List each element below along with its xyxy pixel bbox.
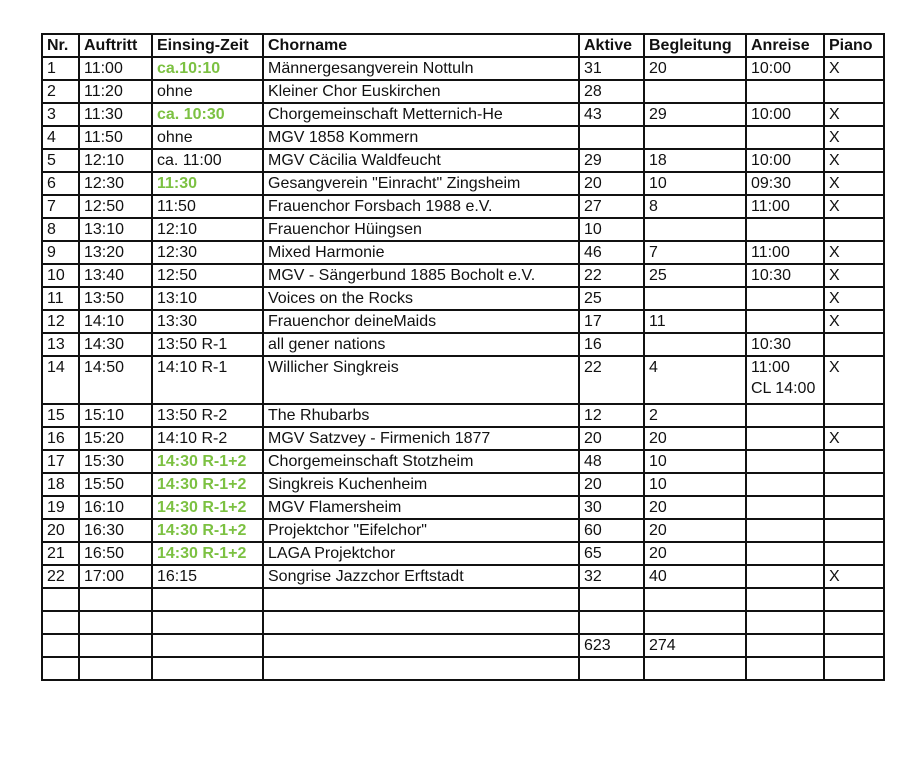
cell-einsing[interactable]: ca.10:10 [152, 57, 263, 80]
cell-anreise[interactable] [746, 542, 824, 565]
cell-anreise[interactable] [746, 356, 824, 404]
cell-begleitung[interactable] [644, 218, 746, 241]
cell-piano[interactable] [824, 80, 884, 103]
cell-anreise[interactable] [746, 450, 824, 473]
cell-auftritt[interactable]: 15:10 [79, 404, 152, 427]
cell-aktive[interactable]: 22 [579, 264, 644, 287]
cell-nr[interactable]: 22 [42, 565, 79, 588]
empty-cell[interactable] [79, 611, 152, 634]
cell-einsing[interactable]: 13:30 [152, 310, 263, 333]
cell-aktive[interactable]: 48 [579, 450, 644, 473]
cell-piano[interactable] [824, 450, 884, 473]
cell-aktive[interactable]: 20 [579, 172, 644, 195]
cell-chorname[interactable]: The Rhubarbs [263, 404, 579, 427]
cell-einsing[interactable]: ca. 11:00 [152, 149, 263, 172]
cell-einsing[interactable]: 14:30 R-1+2 [152, 519, 263, 542]
empty-cell[interactable] [579, 611, 644, 634]
cell-chorname[interactable]: Voices on the Rocks [263, 287, 579, 310]
table-row [42, 496, 884, 519]
cell-aktive[interactable]: 22 [579, 356, 644, 404]
anreise-line-2: CL 14:00 [751, 380, 816, 397]
cell-piano[interactable] [824, 542, 884, 565]
cell-anreise[interactable] [746, 310, 824, 333]
cell-piano[interactable]: X [824, 149, 884, 172]
cell-begleitung[interactable]: 10 [644, 473, 746, 496]
cell-aktive[interactable]: 20 [579, 427, 644, 450]
cell-aktive[interactable]: 30 [579, 496, 644, 519]
cell-begleitung[interactable]: 2 [644, 404, 746, 427]
empty-cell[interactable] [824, 657, 884, 680]
empty-row [42, 588, 884, 611]
cell-anreise[interactable]: 10:00 [746, 57, 824, 80]
cell-chorname[interactable]: LAGA Projektchor [263, 542, 579, 565]
cell-piano[interactable]: X [824, 287, 884, 310]
cell-begleitung[interactable]: 20 [644, 496, 746, 519]
anreise-line-1: 11:00 [751, 359, 790, 376]
cell-aktive[interactable]: 65 [579, 542, 644, 565]
cell-auftritt[interactable]: 13:50 [79, 287, 152, 310]
cell-aktive[interactable]: 29 [579, 149, 644, 172]
cell-chorname[interactable]: Frauenchor Forsbach 1988 e.V. [263, 195, 579, 218]
header-auftritt[interactable]: Auftritt [79, 34, 152, 57]
cell-piano[interactable] [824, 218, 884, 241]
cell-nr[interactable]: 18 [42, 473, 79, 496]
totals-row [42, 634, 884, 657]
empty-cell[interactable] [644, 588, 746, 611]
cell-auftritt[interactable]: 11:50 [79, 126, 152, 149]
cell-begleitung[interactable]: 40 [644, 565, 746, 588]
table-row [42, 103, 884, 126]
cell-einsing[interactable]: ohne [152, 80, 263, 103]
cell-auftritt[interactable]: 12:10 [79, 149, 152, 172]
cell-aktive[interactable]: 25 [579, 287, 644, 310]
empty-cell[interactable] [644, 611, 746, 634]
cell-piano[interactable]: X [824, 356, 884, 404]
cell-piano[interactable]: X [824, 172, 884, 195]
cell-piano[interactable] [824, 473, 884, 496]
cell-einsing[interactable]: ohne [152, 126, 263, 149]
empty-cell[interactable] [79, 634, 152, 657]
cell-aktive[interactable]: 32 [579, 565, 644, 588]
cell-auftritt[interactable]: 17:00 [79, 565, 152, 588]
empty-row [42, 611, 884, 634]
header-row [42, 34, 884, 57]
cell-einsing[interactable]: 11:50 [152, 195, 263, 218]
cell-auftritt[interactable]: 16:10 [79, 496, 152, 519]
cell-nr[interactable]: 19 [42, 496, 79, 519]
cell-chorname[interactable]: Songrise Jazzchor Erftstadt [263, 565, 579, 588]
cell-begleitung[interactable]: 25 [644, 264, 746, 287]
cell-begleitung[interactable] [644, 80, 746, 103]
table-row [42, 310, 884, 333]
empty-row [42, 657, 884, 680]
empty-cell[interactable] [42, 634, 79, 657]
cell-aktive[interactable]: 31 [579, 57, 644, 80]
cell-nr[interactable]: 10 [42, 264, 79, 287]
cell-chorname[interactable]: MGV Cäcilia Waldfeucht [263, 149, 579, 172]
cell-anreise[interactable] [746, 427, 824, 450]
cell-einsing[interactable]: 12:10 [152, 218, 263, 241]
cell-anreise[interactable]: 11:00 [746, 241, 824, 264]
cell-chorname[interactable]: Chorgemeinschaft Metternich-He [263, 103, 579, 126]
cell-anreise[interactable]: 10:00 [746, 103, 824, 126]
cell-anreise[interactable] [746, 80, 824, 103]
cell-piano[interactable]: X [824, 195, 884, 218]
cell-chorname[interactable]: Chorgemeinschaft Stotzheim [263, 450, 579, 473]
cell-aktive[interactable]: 20 [579, 473, 644, 496]
cell-auftritt[interactable]: 11:00 [79, 57, 152, 80]
cell-anreise[interactable]: 10:00 [746, 149, 824, 172]
cell-aktive[interactable]: 28 [579, 80, 644, 103]
cell-begleitung[interactable]: 10 [644, 450, 746, 473]
empty-cell[interactable] [42, 611, 79, 634]
cell-auftritt[interactable]: 15:20 [79, 427, 152, 450]
table-row [42, 126, 884, 149]
table-row [42, 195, 884, 218]
cell-aktive[interactable]: 43 [579, 103, 644, 126]
cell-chorname[interactable]: Mixed Harmonie [263, 241, 579, 264]
table-row [42, 57, 884, 80]
cell-einsing[interactable]: 13:10 [152, 287, 263, 310]
cell-auftritt[interactable]: 14:50 [79, 356, 152, 404]
cell-chorname[interactable]: Willicher Singkreis [263, 356, 579, 404]
table-row [42, 473, 884, 496]
cell-nr[interactable]: 3 [42, 103, 79, 126]
cell-chorname[interactable]: Frauenchor deineMaids [263, 310, 579, 333]
cell-nr[interactable]: 14 [42, 356, 79, 404]
cell-anreise[interactable] [746, 287, 824, 310]
cell-aktive[interactable]: 27 [579, 195, 644, 218]
empty-cell[interactable] [79, 657, 152, 680]
table-row [42, 519, 884, 542]
cell-begleitung[interactable] [644, 287, 746, 310]
empty-cell[interactable] [152, 634, 263, 657]
cell-chorname[interactable]: MGV Flamersheim [263, 496, 579, 519]
empty-cell[interactable] [263, 657, 579, 680]
cell-chorname[interactable]: Kleiner Chor Euskirchen [263, 80, 579, 103]
cell-nr[interactable]: 15 [42, 404, 79, 427]
cell-begleitung[interactable]: 29 [644, 103, 746, 126]
cell-anreise[interactable] [746, 473, 824, 496]
cell-anreise[interactable] [746, 565, 824, 588]
cell-auftritt[interactable]: 12:50 [79, 195, 152, 218]
cell-nr[interactable]: 6 [42, 172, 79, 195]
cell-auftritt[interactable]: 15:30 [79, 450, 152, 473]
cell-piano[interactable]: X [824, 310, 884, 333]
cell-aktive[interactable]: 17 [579, 310, 644, 333]
cell-nr[interactable]: 13 [42, 333, 79, 356]
cell-chorname[interactable]: Singkreis Kuchenheim [263, 473, 579, 496]
cell-auftritt[interactable]: 13:10 [79, 218, 152, 241]
cell-einsing[interactable]: 14:10 R-1 [152, 356, 263, 404]
cell-auftritt[interactable]: 14:30 [79, 333, 152, 356]
empty-cell[interactable] [746, 588, 824, 611]
empty-cell[interactable] [746, 657, 824, 680]
cell-nr[interactable]: 11 [42, 287, 79, 310]
cell-nr[interactable]: 7 [42, 195, 79, 218]
cell-anreise[interactable] [746, 519, 824, 542]
cell-anreise[interactable]: 09:30 [746, 172, 824, 195]
empty-cell[interactable] [746, 634, 824, 657]
empty-cell[interactable] [579, 588, 644, 611]
cell-begleitung[interactable]: 18 [644, 149, 746, 172]
table-row [42, 450, 884, 473]
cell-nr[interactable]: 16 [42, 427, 79, 450]
cell-auftritt[interactable]: 15:50 [79, 473, 152, 496]
empty-cell[interactable] [824, 634, 884, 657]
header-chorname[interactable]: Chorname [263, 34, 579, 57]
cell-begleitung[interactable]: 20 [644, 427, 746, 450]
empty-cell[interactable] [644, 657, 746, 680]
cell-piano[interactable] [824, 333, 884, 356]
cell-auftritt[interactable]: 16:50 [79, 542, 152, 565]
cell-piano[interactable]: X [824, 427, 884, 450]
empty-cell[interactable] [152, 588, 263, 611]
total-begleitung[interactable]: 274 [644, 634, 746, 657]
empty-cell[interactable] [579, 657, 644, 680]
empty-cell[interactable] [263, 588, 579, 611]
cell-auftritt[interactable]: 11:30 [79, 103, 152, 126]
cell-einsing[interactable]: 14:30 R-1+2 [152, 450, 263, 473]
cell-aktive[interactable]: 10 [579, 218, 644, 241]
empty-cell[interactable] [152, 657, 263, 680]
cell-aktive[interactable]: 12 [579, 404, 644, 427]
cell-piano[interactable]: X [824, 126, 884, 149]
table-row [42, 218, 884, 241]
cell-aktive[interactable] [579, 126, 644, 149]
cell-einsing[interactable]: 13:50 R-1 [152, 333, 263, 356]
cell-auftritt[interactable]: 13:40 [79, 264, 152, 287]
cell-aktive[interactable]: 60 [579, 519, 644, 542]
empty-cell[interactable] [42, 588, 79, 611]
empty-cell[interactable] [79, 588, 152, 611]
cell-piano[interactable]: X [824, 57, 884, 80]
cell-chorname[interactable]: MGV Satzvey - Firmenich 1877 [263, 427, 579, 450]
table-row [42, 287, 884, 310]
cell-begleitung[interactable]: 20 [644, 542, 746, 565]
cell-einsing[interactable]: 12:50 [152, 264, 263, 287]
cell-begleitung[interactable] [644, 126, 746, 149]
header-nr[interactable]: Nr. [42, 34, 79, 57]
cell-anreise[interactable] [746, 496, 824, 519]
cell-einsing[interactable]: 14:10 R-2 [152, 427, 263, 450]
header-anreise[interactable]: Anreise [746, 34, 824, 57]
cell-aktive[interactable]: 46 [579, 241, 644, 264]
cell-chorname[interactable]: Frauenchor Hüingsen [263, 218, 579, 241]
cell-anreise[interactable] [746, 126, 824, 149]
cell-chorname[interactable]: all gener nations [263, 333, 579, 356]
cell-auftritt[interactable]: 14:10 [79, 310, 152, 333]
cell-einsing[interactable]: 14:30 R-1+2 [152, 473, 263, 496]
cell-piano[interactable]: X [824, 565, 884, 588]
empty-cell[interactable] [42, 657, 79, 680]
cell-piano[interactable] [824, 496, 884, 519]
cell-einsing[interactable]: 13:50 R-2 [152, 404, 263, 427]
table-row [42, 356, 884, 404]
cell-einsing[interactable]: 16:15 [152, 565, 263, 588]
cell-begleitung[interactable]: 11 [644, 310, 746, 333]
table-row [42, 542, 884, 565]
cell-einsing[interactable]: 12:30 [152, 241, 263, 264]
cell-piano[interactable] [824, 519, 884, 542]
cell-anreise[interactable]: 10:30 [746, 264, 824, 287]
header-einsing-zeit[interactable]: Einsing-Zeit [152, 34, 263, 57]
cell-begleitung[interactable]: 8 [644, 195, 746, 218]
cell-begleitung[interactable]: 10 [644, 172, 746, 195]
empty-cell[interactable] [263, 611, 579, 634]
table-row [42, 404, 884, 427]
cell-einsing[interactable]: 14:30 R-1+2 [152, 542, 263, 565]
table-row [42, 149, 884, 172]
cell-piano[interactable] [824, 404, 884, 427]
header-aktive[interactable]: Aktive [579, 34, 644, 57]
cell-begleitung[interactable]: 4 [644, 356, 746, 404]
cell-nr[interactable]: 4 [42, 126, 79, 149]
cell-auftritt[interactable]: 12:30 [79, 172, 152, 195]
cell-einsing[interactable]: ca. 10:30 [152, 103, 263, 126]
cell-anreise[interactable] [746, 218, 824, 241]
cell-nr[interactable]: 5 [42, 149, 79, 172]
header-piano[interactable]: Piano [824, 34, 884, 57]
cell-begleitung[interactable] [644, 333, 746, 356]
empty-cell[interactable] [263, 634, 579, 657]
cell-piano[interactable]: X [824, 103, 884, 126]
choir-schedule-table [41, 33, 885, 681]
cell-piano[interactable]: X [824, 241, 884, 264]
cell-chorname[interactable]: MGV - Sängerbund 1885 Bocholt e.V. [263, 264, 579, 287]
cell-nr[interactable]: 17 [42, 450, 79, 473]
table-row [42, 427, 884, 450]
empty-cell[interactable] [824, 611, 884, 634]
cell-aktive[interactable]: 16 [579, 333, 644, 356]
cell-piano[interactable]: X [824, 264, 884, 287]
cell-auftritt[interactable]: 16:30 [79, 519, 152, 542]
cell-auftritt[interactable]: 13:20 [79, 241, 152, 264]
empty-cell[interactable] [152, 611, 263, 634]
cell-anreise[interactable]: 11:00 [746, 195, 824, 218]
cell-nr[interactable]: 1 [42, 57, 79, 80]
cell-chorname[interactable]: MGV 1858 Kommern [263, 126, 579, 149]
cell-anreise[interactable] [746, 404, 824, 427]
table-row [42, 565, 884, 588]
table-row [42, 333, 884, 356]
cell-einsing[interactable]: 14:30 R-1+2 [152, 496, 263, 519]
table-row [42, 241, 884, 264]
total-aktive[interactable]: 623 [579, 634, 644, 657]
cell-chorname[interactable]: Projektchor "Eifelchor" [263, 519, 579, 542]
cell-nr[interactable]: 2 [42, 80, 79, 103]
table-row [42, 172, 884, 195]
cell-anreise[interactable]: 10:30 [746, 333, 824, 356]
cell-begleitung[interactable]: 20 [644, 519, 746, 542]
cell-chorname[interactable]: Gesangverein "Einracht" Zingsheim [263, 172, 579, 195]
cell-einsing[interactable]: 11:30 [152, 172, 263, 195]
cell-nr[interactable]: 21 [42, 542, 79, 565]
cell-auftritt[interactable]: 11:20 [79, 80, 152, 103]
table-row [42, 80, 884, 103]
cell-nr[interactable]: 12 [42, 310, 79, 333]
cell-nr[interactable]: 20 [42, 519, 79, 542]
cell-begleitung[interactable]: 20 [644, 57, 746, 80]
cell-nr[interactable]: 9 [42, 241, 79, 264]
empty-cell[interactable] [824, 588, 884, 611]
table-row [42, 264, 884, 287]
header-begleitung[interactable]: Begleitung [644, 34, 746, 57]
cell-nr[interactable]: 8 [42, 218, 79, 241]
cell-chorname[interactable]: Männergesangverein Nottuln [263, 57, 579, 80]
empty-cell[interactable] [746, 611, 824, 634]
cell-begleitung[interactable]: 7 [644, 241, 746, 264]
table-body [42, 57, 884, 680]
